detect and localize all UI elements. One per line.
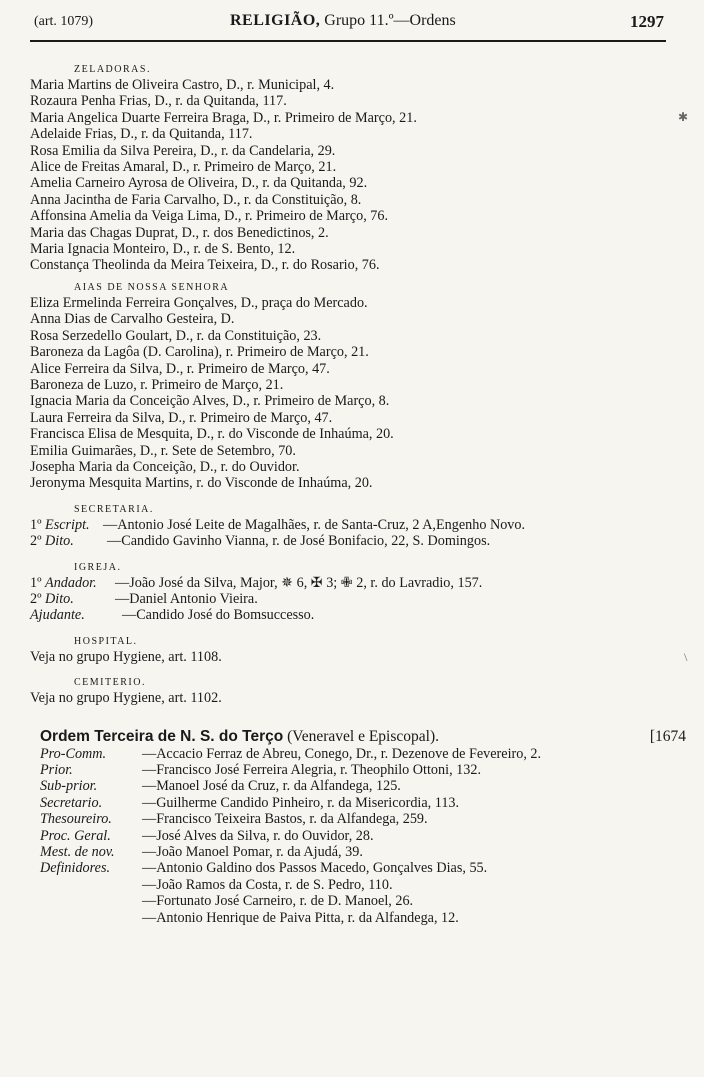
list-item	[30, 828, 680, 844]
role-label: Ajudante.	[30, 607, 85, 624]
list-item	[30, 877, 680, 893]
ordem-number: [1674	[649, 727, 686, 745]
aias-list	[30, 295, 680, 492]
hospital-reference: Veja no grupo Hygiene, art. 1108.	[30, 648, 222, 665]
list-item: Rozaura Penha Frias, D., r. da Quitanda, 117.	[30, 93, 287, 110]
role-label: Andador.	[45, 574, 97, 591]
role-label: Pro-Comm.	[40, 745, 107, 762]
list-item	[30, 575, 680, 591]
role-label: Secretario.	[40, 794, 103, 811]
secretaria-heading: SECRETARIA.	[74, 503, 154, 515]
cemiterio-heading: CEMITERIO.	[74, 677, 146, 689]
list-item	[30, 893, 680, 909]
list-item: Anna Jacintha de Faria Carvalho, D., r. da Constituição, 8.	[30, 191, 362, 208]
list-item: Baroneza da Lagôa (D. Carolina), r. Primeiro de Março, 21.	[30, 344, 369, 361]
page-number: 1297	[630, 12, 664, 31]
role-label: Mest. de nov.	[40, 844, 115, 861]
list-item: Baroneza de Luzo, r. Primeiro de Março, 21.	[30, 376, 284, 393]
list-item: Alice de Freitas Amaral, D., r. Primeiro de Março, 21.	[30, 159, 337, 176]
article-reference: (art. 1079)	[34, 14, 94, 29]
role-label: Prior.	[40, 762, 73, 778]
cemiterio-reference: Veja no grupo Hygiene, art. 1102.	[30, 690, 222, 707]
ordinal: 2º	[30, 590, 42, 607]
ink-speck-mark: \	[684, 650, 688, 664]
list-item: Adelaide Frias, D., r. da Quitanda, 117.	[30, 126, 253, 143]
ordem-title	[40, 727, 686, 746]
section-title	[230, 12, 456, 30]
list-item: Maria Ignacia Monteiro, D., r. de S. Bento, 12.	[30, 241, 296, 258]
role-label: Sub-prior.	[40, 778, 98, 795]
list-item: Francisca Elisa de Mesquita, D., r. do Visconde de Inhaúma, 20.	[30, 426, 394, 443]
ordem-list	[30, 746, 680, 926]
list-item: Eliza Ermelinda Ferreira Gonçalves, D., praça do Mercado.	[30, 294, 368, 311]
list-item	[30, 607, 680, 623]
entry-text: —Antonio José Leite de Magalhães, r. de Santa-Cruz, 2 A,Engenho Novo.	[103, 516, 526, 533]
role-label: Dito.	[45, 533, 74, 550]
entry-text: —Antonio Galdino dos Passos Macedo, Gonçalves Dias, 55.	[142, 860, 488, 877]
list-item	[30, 517, 680, 533]
igreja-list	[30, 575, 680, 624]
list-item	[30, 844, 680, 860]
entry-text: —João Ramos da Costa, r. de S. Pedro, 110.	[142, 876, 393, 893]
entry-text: —Guilherme Candido Pinheiro, r. da Misericordia, 113.	[142, 794, 460, 811]
list-item	[30, 795, 680, 811]
list-item	[30, 860, 680, 876]
zeladoras-list	[30, 77, 680, 274]
list-item	[30, 591, 680, 607]
entry-text: —João José da Silva, Major, ✵ 6, ✠ 3; ✙ 2, r. do Lavradio, 157.	[115, 574, 483, 591]
list-item: Josepha Maria da Conceição, D., r. do Ouvidor.	[30, 458, 300, 475]
list-item: Rosa Emilia da Silva Pereira, D., r. da Candelaria, 29.	[30, 142, 336, 159]
list-item: Maria Martins de Oliveira Castro, D., r. Municipal, 4.	[30, 77, 335, 93]
page-body	[30, 62, 686, 926]
list-item: Maria Angelica Duarte Ferreira Braga, D., r. Primeiro de Março, 21.	[30, 109, 417, 126]
entry-text: —Accacio Ferraz de Abreu, Conego, Dr., r. Dezenove de Fevereiro, 2.	[142, 745, 542, 762]
list-item: Affonsina Amelia da Veiga Lima, D., r. Primeiro de Março, 76.	[30, 208, 389, 225]
list-item: Maria das Chagas Duprat, D., r. dos Benedictinos, 2.	[30, 224, 329, 241]
header-rule	[30, 40, 666, 42]
role-label: Definidores.	[40, 860, 111, 877]
section-title-main: RELIGIÃO,	[230, 12, 321, 29]
list-item	[30, 811, 680, 827]
aias-heading: AIAS DE NOSSA SENHORA	[74, 281, 230, 293]
ordinal: 1º	[30, 574, 42, 591]
list-item	[30, 762, 680, 778]
ink-speck-mark: ✱	[678, 110, 689, 124]
entry-text: —Candido Gavinho Vianna, r. de José Bonifacio, 22, S. Domingos.	[107, 533, 491, 550]
ordinal: 1º	[30, 516, 42, 533]
secretaria-list	[30, 517, 680, 550]
entry-text: —Manoel José da Cruz, r. da Alfandega, 125.	[142, 778, 401, 795]
list-item: Alice Ferreira da Silva, D., r. Primeiro de Março, 47.	[30, 360, 330, 377]
list-item: Anna Dias de Carvalho Gesteira, D.	[30, 311, 235, 328]
igreja-heading: IGREJA.	[74, 561, 122, 573]
entry-text: —Francisco José Ferreira Alegria, r. Theophilo Ottoni, 132.	[142, 762, 481, 778]
list-item	[30, 778, 680, 794]
list-item: Laura Ferreira da Silva, D., r. Primeiro de Março, 47.	[30, 409, 333, 426]
list-item: Ignacia Maria da Conceição Alves, D., r. Primeiro de Março, 8.	[30, 393, 390, 410]
list-item: Jeronyma Mesquita Martins, r. do Visconde de Inhaúma, 20.	[30, 475, 373, 492]
list-item	[30, 533, 680, 549]
entry-text: —João Manoel Pomar, r. da Ajudá, 39.	[142, 844, 363, 861]
entry-text: —Fortunato José Carneiro, r. de D. Manoel, 26.	[142, 893, 414, 910]
entry-text: —Daniel Antonio Vieira.	[115, 590, 258, 607]
ordem-title-rest: (Veneravel e Episcopal).	[287, 727, 439, 745]
hospital-heading: HOSPITAL.	[74, 635, 138, 647]
role-label: Dito.	[45, 590, 74, 607]
list-item	[30, 910, 680, 926]
list-item	[30, 746, 680, 762]
entry-text: —Francisco Teixeira Bastos, r. da Alfandega, 259.	[142, 811, 428, 828]
entry-text: —Antonio Henrique de Paiva Pitta, r. da Alfandega, 12.	[142, 909, 459, 926]
role-label: Escript.	[45, 516, 90, 533]
zeladoras-heading: ZELADORAS.	[74, 64, 151, 75]
role-label: Thesoureiro.	[40, 811, 112, 828]
entry-text: —Candido José do Bomsuccesso.	[122, 607, 315, 624]
list-item: Amelia Carneiro Ayrosa de Oliveira, D., r. da Quitanda, 92.	[30, 175, 368, 192]
list-item: Constança Theolinda da Meira Teixeira, D., r. do Rosario, 76.	[30, 257, 380, 274]
role-label: Proc. Geral.	[40, 827, 111, 844]
list-item: Rosa Serzedello Goulart, D., r. da Constituição, 23.	[30, 327, 322, 344]
section-title-group: Grupo 11.º—Ordens	[324, 12, 456, 29]
running-header	[34, 12, 664, 34]
ordem-title-bold: Ordem Terceira de N. S. do Terço	[40, 727, 284, 745]
ordinal: 2º	[30, 533, 42, 550]
list-item: Emilia Guimarães, D., r. Sete de Setembro, 70.	[30, 442, 296, 459]
entry-text: —José Alves da Silva, r. do Ouvidor, 28.	[142, 827, 374, 844]
